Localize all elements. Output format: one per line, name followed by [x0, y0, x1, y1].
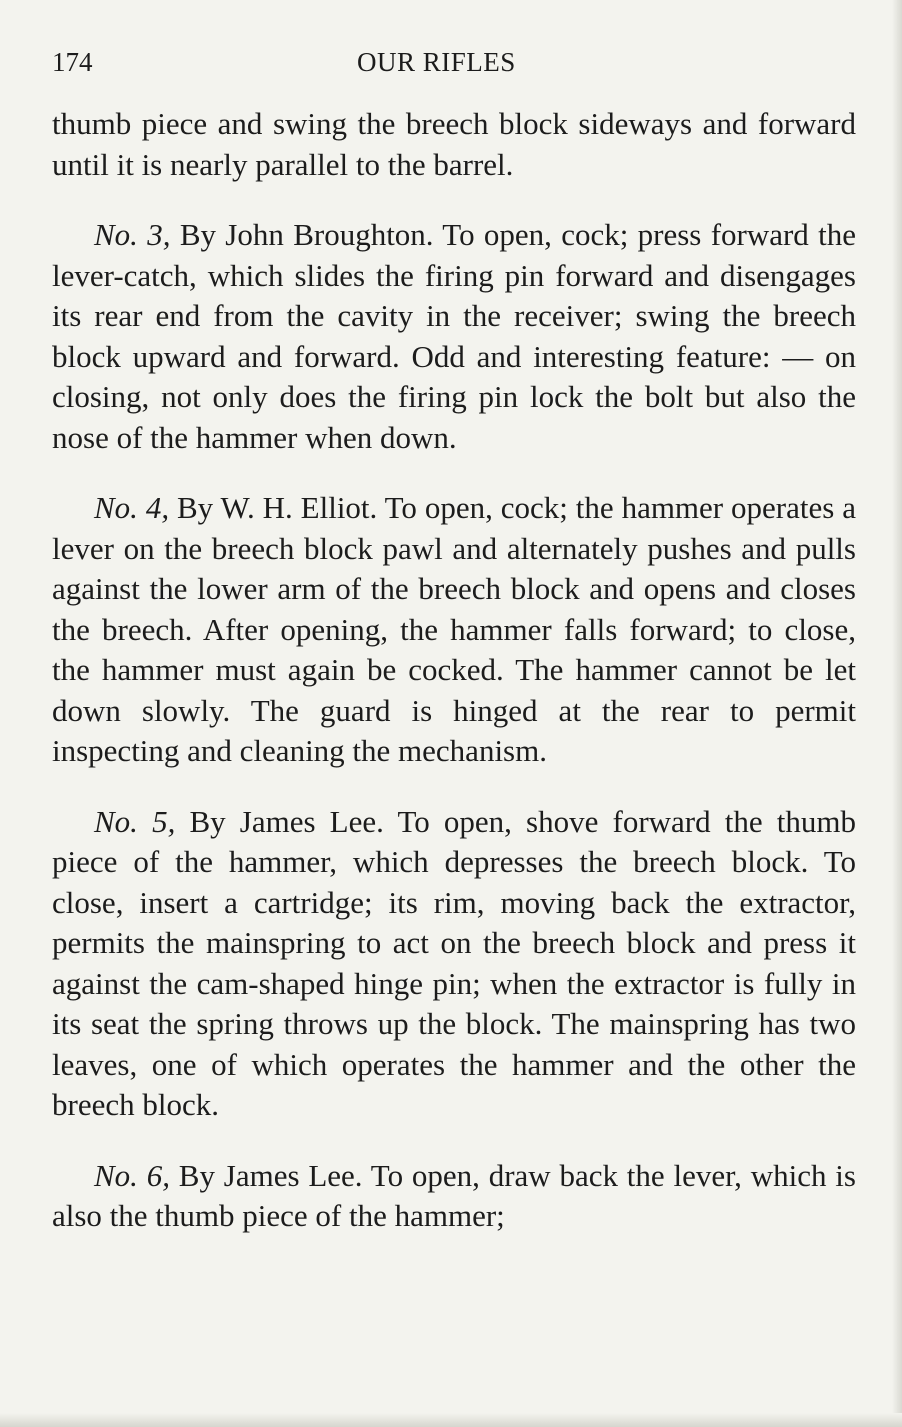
paragraph-text: By James Lee. To open, shove forward the thumb piece of the hammer, which depresses the breech block. To close, insert a cartridge; its rim, moving back the extractor, permits the mainspring to act on the breech block and press it against the cam-shaped hinge pin; when the extractor is fully in its seat the spring throws up the block. The mainspring has two leaves, one of which operates the hammer and the other the breech block.	[52, 803, 856, 1122]
paragraph-no-6	[52, 1156, 856, 1237]
paragraph-no-3	[52, 215, 856, 458]
paragraph-text: thumb piece and swing the breech block sideways and forward until it is nearly parallel to the barrel.	[52, 106, 856, 182]
entry-label: No. 6,	[94, 1157, 170, 1193]
page-header	[52, 44, 852, 84]
paragraph-text: By James Lee. To open, draw back the lever, which is also the thumb piece of the hammer;	[52, 1157, 856, 1233]
paragraph-continued	[52, 104, 856, 185]
entry-label: No. 5,	[94, 803, 176, 839]
body-text	[52, 104, 856, 1237]
entry-label: No. 4,	[94, 490, 170, 525]
paragraph-no-4	[52, 488, 856, 772]
paragraph-text: By W. H. Elliot. To open, cock; the hammer operates a lever on the breech block pawl and alternately pushes and pulls against the lower arm of the breech block and opens and closes the breech. After opening, the hammer falls forward; to close, the hammer must again be cocked. The hammer cannot be let down slowly. The guard is hinged at the rear to permit inspecting and cleaning the mechanism.	[52, 490, 856, 768]
running-head: OUR RIFLES	[357, 47, 516, 77]
paragraph-no-5	[52, 802, 856, 1126]
page-number: 174	[52, 47, 93, 77]
entry-label: No. 3,	[94, 217, 171, 252]
paragraph-text: By John Broughton. To open, cock; press forward the lever-catch, which slides the firing pin forward and disengages its rear end from the cavity in the receiver; swing the breech block upward and forward. Odd and interesting feature: — on closing, not only does the firing pin lock the bolt but also the nose of the hammer when down.	[52, 217, 856, 455]
page-edge-shadow	[892, 0, 902, 1427]
page-bottom-shadow	[0, 1413, 902, 1427]
